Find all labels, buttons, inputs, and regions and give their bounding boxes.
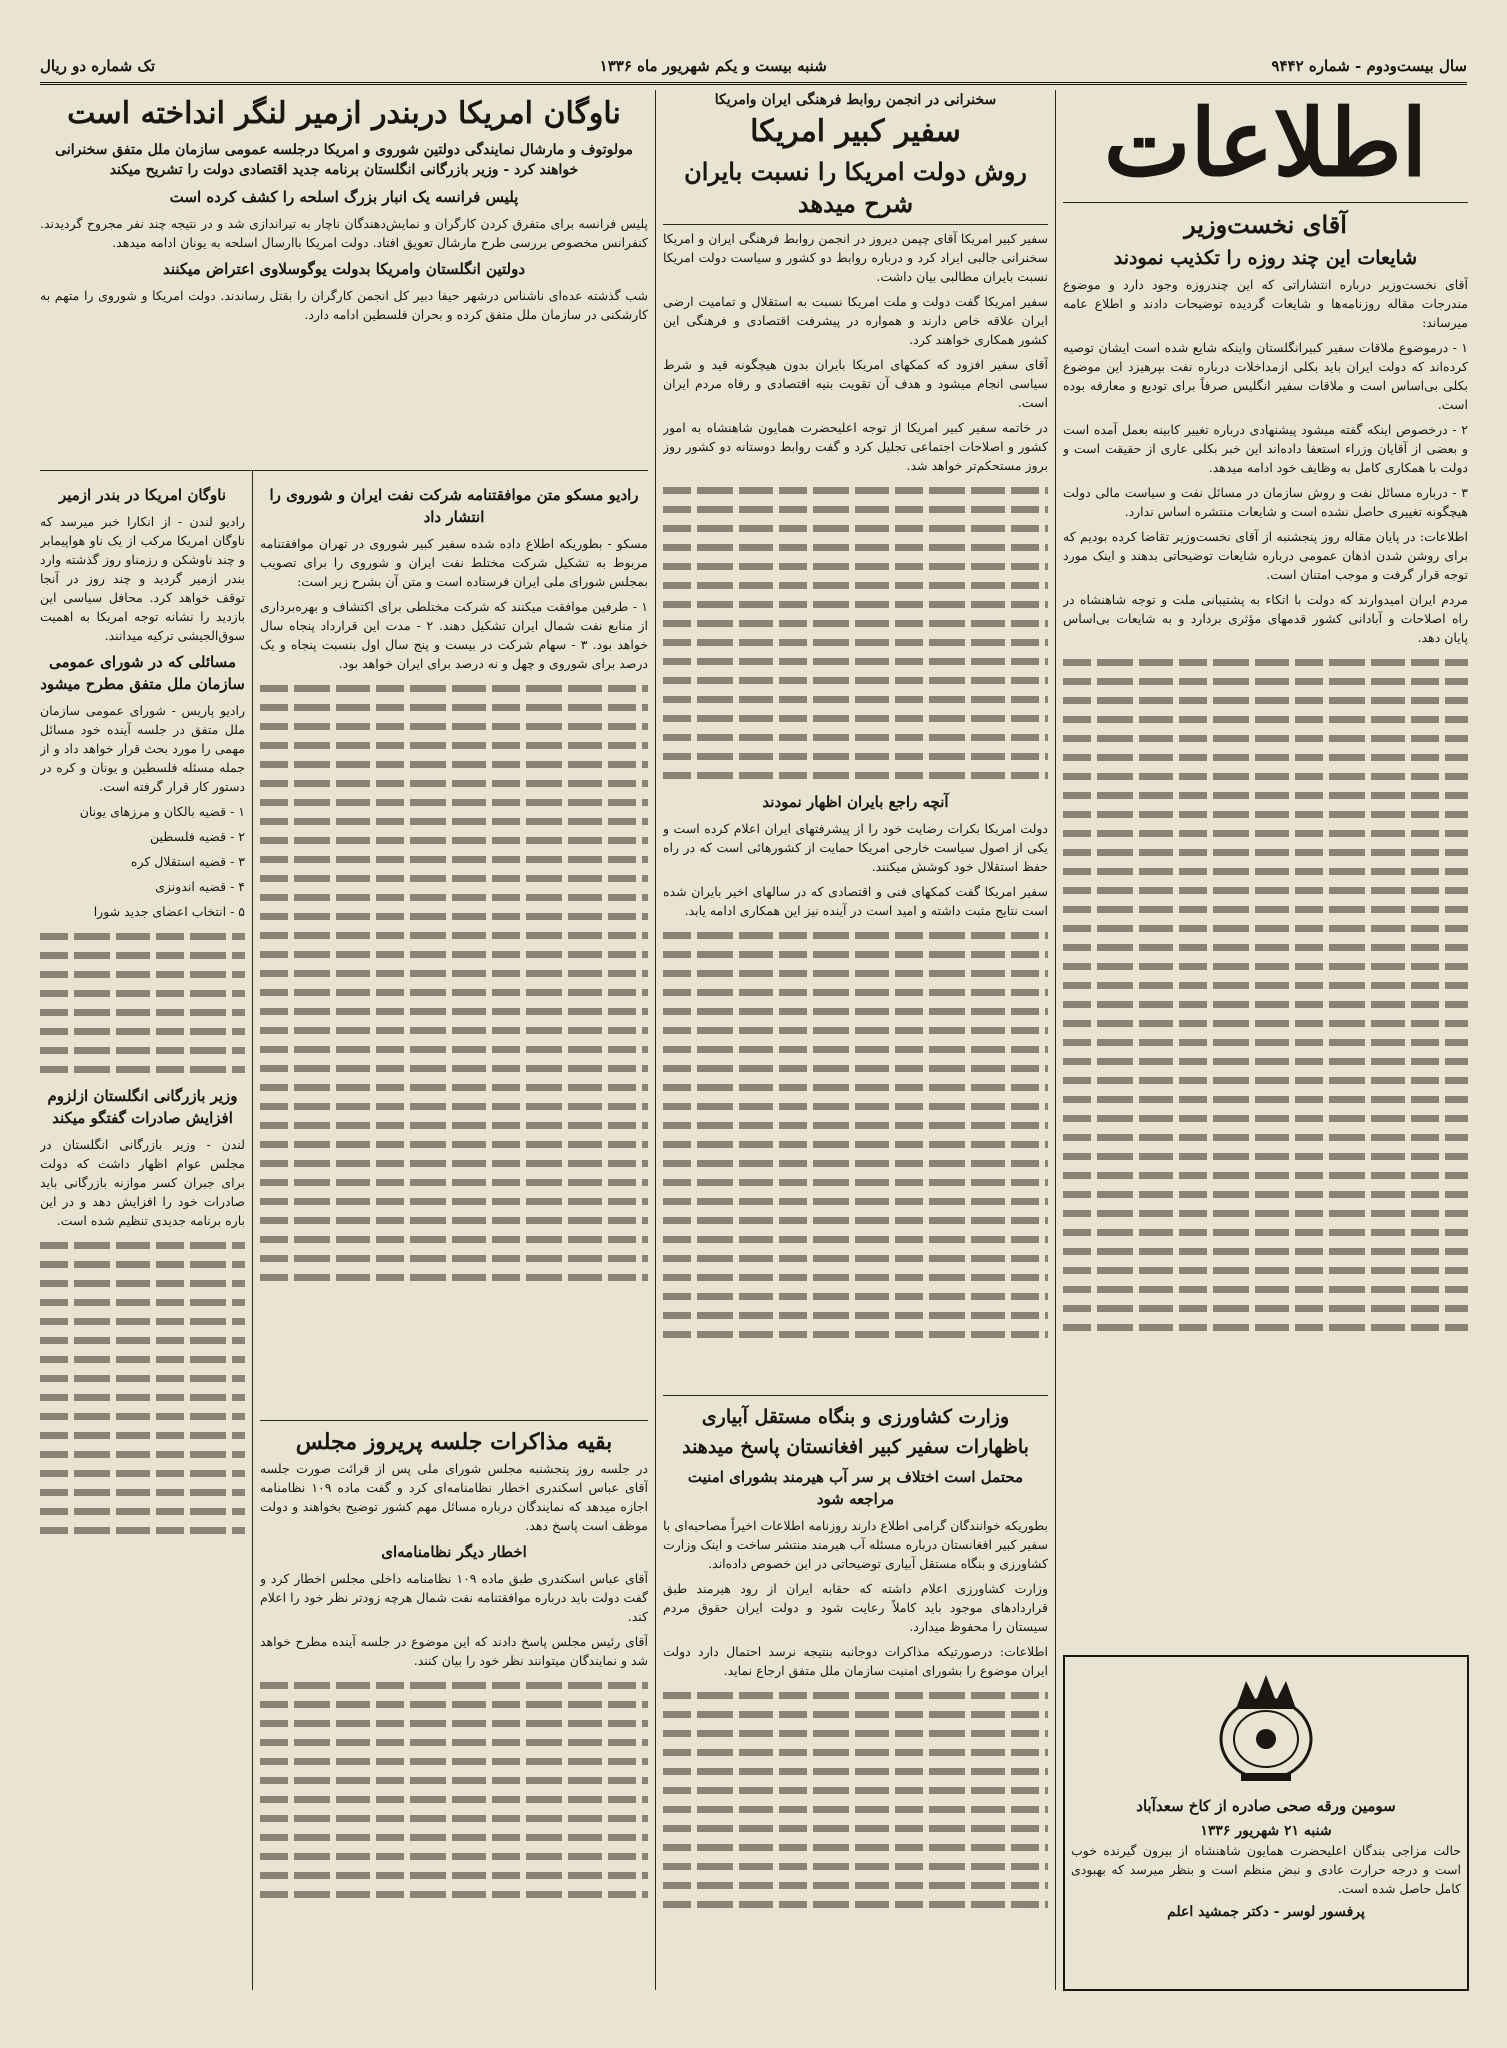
text-line-placeholder bbox=[40, 1255, 245, 1274]
navy-subhead-2: دولتین انگلستان وامریکا بدولت یوگوسلاوی اعتراض میکنند bbox=[162, 260, 526, 278]
text-line-placeholder bbox=[663, 1192, 1048, 1211]
un-paragraph: رادیو پاریس - شورای عمومی سازمان ملل متفق در جلسه آینده خود مسائل مهمی را مورد بحث قرار خواهد داد و از جمله مسئله فلسطین و یونان و کره در دستور کار قرار گرفته است. bbox=[40, 703, 245, 794]
text-line-placeholder bbox=[40, 1388, 245, 1407]
text-line-placeholder bbox=[260, 1078, 648, 1097]
ambassador-paragraph: سفیر امریکا گفت دولت و ملت امریکا نسبت به استقلال و تمامیت ارضی ایران علاقه خاص دارند و همواره در پیشرفت اقتصادی و فرهنگی این کشور همکاری خواهند کرد. bbox=[663, 294, 1048, 347]
text-line-placeholder bbox=[40, 1502, 245, 1521]
text-line-placeholder bbox=[1063, 1090, 1468, 1109]
text-line-placeholder bbox=[663, 1838, 1048, 1857]
soviet-paragraph: مسکو - بطوریکه اطلاع داده شده سفیر کبیر شوروی در تهران موافقتنامه مربوط به تشکیل شرکت مختلط نفت ایران و شوروی را برای تصویب بمجلس شورای ملی ایران فرستاده است و متن آن بشرح زیر است: bbox=[260, 536, 648, 589]
text-line-placeholder bbox=[260, 1847, 648, 1866]
text-line-placeholder bbox=[260, 1733, 648, 1752]
text-line-placeholder bbox=[663, 1230, 1048, 1249]
text-line-placeholder bbox=[1063, 1128, 1468, 1147]
masthead-logo: اطلاعات bbox=[1103, 89, 1428, 197]
un-list-item: ۳ - قضیه استقلال کره bbox=[130, 854, 245, 869]
text-line-placeholder bbox=[663, 709, 1048, 728]
text-line-placeholder bbox=[663, 557, 1048, 576]
text-line-placeholder bbox=[260, 983, 648, 1002]
text-line-placeholder bbox=[663, 983, 1048, 1002]
text-line-placeholder bbox=[663, 481, 1048, 500]
text-line-placeholder bbox=[663, 671, 1048, 690]
ambassador-paragraph: آقای سفیر افزود که کمکهای امریکا بایران بدون هیچگونه قید و شرط سیاسی انجام میشود و هدف آن تقویت بنیه اقتصادی و رفاه مردم ایران است. bbox=[663, 357, 1048, 410]
irrigation-paragraph: اطلاعات: درصورتیکه مذاکرات دوجانبه بنتیجه نرسد احتمال دارد دولت ایران موضوع را بشورای امنیت سازمان ملل متفق ارجاع نماید. bbox=[663, 1644, 1048, 1678]
text-line-placeholder bbox=[663, 614, 1048, 633]
crown-emblem-icon bbox=[1211, 1669, 1321, 1789]
text-line-placeholder bbox=[40, 1426, 245, 1445]
text-line-placeholder bbox=[663, 1743, 1048, 1762]
text-line-placeholder bbox=[260, 1154, 648, 1173]
text-line-placeholder bbox=[260, 907, 648, 926]
text-line-placeholder bbox=[260, 1002, 648, 1021]
text-line-placeholder bbox=[260, 1828, 648, 1847]
text-line-placeholder bbox=[40, 1312, 245, 1331]
text-line-placeholder bbox=[663, 1021, 1048, 1040]
text-line-placeholder bbox=[260, 1866, 648, 1885]
text-line-placeholder bbox=[663, 1762, 1048, 1781]
soviet-story bbox=[260, 478, 648, 1418]
text-line-placeholder bbox=[663, 1116, 1048, 1135]
text-line-placeholder bbox=[260, 774, 648, 793]
text-line-placeholder bbox=[663, 747, 1048, 766]
text-line-placeholder bbox=[1063, 1185, 1468, 1204]
text-line-placeholder bbox=[40, 984, 245, 1003]
text-line-placeholder bbox=[1063, 786, 1468, 805]
column-rule bbox=[655, 90, 656, 1990]
text-line-placeholder bbox=[260, 1249, 648, 1268]
text-line-placeholder bbox=[260, 1021, 648, 1040]
text-line-placeholder bbox=[260, 1116, 648, 1135]
pm-paragraph: ۲ - درخصوص اینکه گفته میشود پیشنهادی درباره تغییر کابینه بعمل آمده است و بعضی از آقایان وزراء استعفا داده‌اند این خبر بکلی عاری از حقیقت است و دولت با همکاری کامل به وظایف خود ادامه میدهد. bbox=[1063, 422, 1468, 475]
text-line-placeholder bbox=[260, 755, 648, 774]
text-line-placeholder bbox=[663, 1705, 1048, 1724]
text-line-placeholder bbox=[1063, 881, 1468, 900]
text-line-placeholder bbox=[1063, 748, 1468, 767]
navy-paragraph: پلیس فرانسه برای متفرق کردن کارگران و نمایش‌دهندگان ناچار به تیراندازی شد و در نتیجه چند نفر مجروح گردیدند. کنفرانس مخصوص بررسی طرح مارشال تعویق افتاد. دولت امریکا باارسال اسلحه به یونان ادامه میدهد. bbox=[40, 216, 648, 250]
text-line-placeholder bbox=[1063, 729, 1468, 748]
text-line-placeholder bbox=[1063, 1147, 1468, 1166]
text-line-placeholder bbox=[1063, 1280, 1468, 1299]
text-line-placeholder bbox=[260, 1752, 648, 1771]
text-line-placeholder bbox=[40, 1003, 245, 1022]
text-line-placeholder bbox=[40, 1022, 245, 1041]
ambassador-paragraph: سفیر امریکا گفت کمکهای فنی و اقتصادی که در سالهای اخیر بایران شده است نتایج مثبت داشته و امید است در آینده نیز این همکاری ادامه یابد. bbox=[663, 884, 1048, 918]
divider bbox=[40, 470, 648, 471]
majlis-paragraph: آقای عباس اسکندری طبق ماده ۱۰۹ نظامنامه داخلی مجلس اخطار کرد و گفت دولت باید درباره موافقتنامه نفت شمال هرچه زودتر نظر خود را اعلام کند. bbox=[260, 1571, 648, 1624]
ambassador-headline: سفیر کبیر امریکا bbox=[750, 114, 961, 149]
navy-subhead-1: پلیس فرانسه یک انبار بزرگ اسلحه را کشف کرده است bbox=[169, 188, 519, 206]
text-line-placeholder bbox=[260, 1790, 648, 1809]
bulletin-date: شنبه ۲۱ شهریور ۱۳۳۶ bbox=[1200, 1823, 1332, 1839]
text-line-placeholder bbox=[1063, 1052, 1468, 1071]
text-line-placeholder bbox=[663, 633, 1048, 652]
navy-paragraph: شب گذشته عده‌ای ناشناس درشهر حیفا دبیر کل انجمن کارگران را بقتل رساندند. دولت امریکا و شوروی را متهم به کارشکنی در سازمان ملل متفق کرده و بحران فلسطین ادامه دارد. bbox=[40, 288, 648, 322]
soviet-paragraph: ۱ - طرفین موافقت میکنند که شرکت مختلطی برای اکتشاف و بهره‌برداری از منابع نفت شمال ایران تشکیل دهند. ۲ - مدت این قرارداد پنجاه سال خواهد بود. ۳ - سهام شرکت در بیست و پنج سال اول بنسبت پنجاه و یک درصد برای شوروی و چهل و نه درصد برای ایران خواهد بود. bbox=[260, 599, 648, 671]
ambassador-paragraph: سفیر کبیر امریکا آقای چپمن دیروز در انجمن روابط فرهنگی ایران و امریکا سخنرانی جالبی ایراد کرد و درباره روابط دو کشور و سیاست دولت امریکا نسبت بایران مطالبی بیان داشت. bbox=[663, 231, 1048, 284]
text-line-placeholder bbox=[1063, 843, 1468, 862]
text-line-placeholder bbox=[260, 736, 648, 755]
pm-paragraph: آقای نخست‌وزیر درباره انتشاراتی که این چندروزه وجود دارد و موضوع مندرجات مقاله روزنامه‌ها و شایعات گردیده توضیحات دادند و اطلاع عامه میرساند: bbox=[1063, 277, 1468, 330]
text-line-placeholder bbox=[260, 698, 648, 717]
text-line-placeholder bbox=[40, 1407, 245, 1426]
text-line-placeholder bbox=[260, 850, 648, 869]
text-line-placeholder bbox=[663, 1781, 1048, 1800]
text-line-placeholder bbox=[663, 1040, 1048, 1059]
text-line-placeholder bbox=[1063, 805, 1468, 824]
text-line-placeholder bbox=[663, 1306, 1048, 1325]
navy-intro: مولوتوف و مارشال نمایندگی دولتین شوروی و امریکا درجلسه عمومی سازمان ملل متفق سخنرانی خواهند کرد - وزیر بازرگانی انگلستان برنامه جدید اقتصادی دولت را تشریح میکند bbox=[55, 142, 633, 178]
text-line-placeholder bbox=[663, 945, 1048, 964]
text-line-placeholder bbox=[260, 812, 648, 831]
text-line-placeholder bbox=[260, 1676, 648, 1695]
ambassador-kicker: سخنرانی در انجمن روابط فرهنگی ایران وامریکا bbox=[714, 92, 997, 108]
text-line-placeholder bbox=[260, 1771, 648, 1790]
text-line-placeholder bbox=[663, 1686, 1048, 1705]
text-line-placeholder bbox=[1063, 767, 1468, 786]
text-line-placeholder bbox=[663, 1059, 1048, 1078]
ambassador-paragraph: دولت امریکا بکرات رضایت خود را از پیشرفتهای ایران اعلام کرده است و یکی از اصول سیاست خارجی امریکا حمایت از کشورهائی است که در راه حفظ استقلال خود کوشش میکنند. bbox=[663, 821, 1048, 874]
issue-date: شنبه بیست و یکم شهریور ماه ۱۳۳۶ bbox=[599, 57, 827, 75]
izmir-headline: ناوگان امریکا در بندر ازمیر bbox=[58, 486, 227, 504]
text-line-placeholder bbox=[260, 869, 648, 888]
text-line-placeholder bbox=[663, 1819, 1048, 1838]
column-rule bbox=[1055, 90, 1056, 1990]
text-line-placeholder bbox=[260, 1173, 648, 1192]
un-headline: مسائلی که در شورای عمومی سازمان ملل متفق مطرح میشود bbox=[40, 653, 245, 693]
trade-headline: وزیر بازرگانی انگلستان ازلزوم افزایش صادرات گفتگو میکند bbox=[47, 1087, 238, 1127]
text-line-placeholder bbox=[663, 1211, 1048, 1230]
text-line-placeholder bbox=[663, 964, 1048, 983]
majlis-paragraph: آقای رئیس مجلس پاسخ دادند که این موضوع در جلسه آینده مطرح خواهد شد و نمایندگان میتوانند نظر خود را بیان کنند. bbox=[260, 1634, 648, 1668]
column-rule bbox=[252, 470, 253, 1990]
text-line-placeholder bbox=[663, 1876, 1048, 1895]
irrigation-headline: وزارت کشاورزی و بنگاه مستقل آبیاری bbox=[701, 1406, 1010, 1428]
un-list-item: ۵ - انتخاب اعضای جدید شورا bbox=[93, 904, 245, 919]
text-line-placeholder bbox=[1063, 653, 1468, 672]
text-line-placeholder bbox=[40, 965, 245, 984]
text-line-placeholder bbox=[663, 1268, 1048, 1287]
text-line-placeholder bbox=[663, 1097, 1048, 1116]
text-line-placeholder bbox=[663, 576, 1048, 595]
text-line-placeholder bbox=[663, 1135, 1048, 1154]
text-line-placeholder bbox=[663, 1325, 1048, 1344]
text-line-placeholder bbox=[1063, 1299, 1468, 1318]
text-line-placeholder bbox=[1063, 824, 1468, 843]
issue-price: تک شماره دو ریال bbox=[40, 57, 156, 75]
text-line-placeholder bbox=[260, 831, 648, 850]
pm-paragraph: اطلاعات: در پایان مقاله روز پنجشنبه از آقای نخست‌وزیر تقاضا کرده بودیم که برای روشن شدن اذهان عمومی درباره شایعات توضیحاتی بدهند و اینک مورد توجه قرار گرفت و موجب امتنان است. bbox=[1063, 529, 1468, 582]
text-line-placeholder bbox=[1063, 672, 1468, 691]
majlis-headline: بقیه مذاکرات جلسه پریروز مجلس bbox=[295, 1429, 613, 1455]
irrigation-story bbox=[663, 1400, 1048, 1990]
text-line-placeholder bbox=[40, 1464, 245, 1483]
text-line-placeholder bbox=[663, 1724, 1048, 1743]
text-line-placeholder bbox=[260, 1809, 648, 1828]
navy-headline: ناوگان امریکا دربندر ازمیر لنگر انداخته است bbox=[67, 96, 621, 131]
text-line-placeholder bbox=[1063, 1033, 1468, 1052]
text-line-placeholder bbox=[663, 519, 1048, 538]
text-line-placeholder bbox=[40, 1060, 245, 1079]
text-line-placeholder bbox=[663, 1173, 1048, 1192]
text-line-placeholder bbox=[260, 793, 648, 812]
text-line-placeholder bbox=[1063, 1109, 1468, 1128]
text-line-placeholder bbox=[663, 1857, 1048, 1876]
irrigation-subhead: محتمل است اختلاف بر سر آب هیرمند بشورای امنیت مراجعه شود bbox=[687, 1468, 1024, 1508]
text-line-placeholder bbox=[260, 717, 648, 736]
majlis-subhead: اخطار دیگر نظامنامه‌ای bbox=[381, 1543, 527, 1561]
divider bbox=[663, 1395, 1048, 1396]
text-line-placeholder bbox=[260, 964, 648, 983]
divider bbox=[260, 1420, 648, 1421]
text-line-placeholder bbox=[663, 595, 1048, 614]
text-line-placeholder bbox=[663, 1287, 1048, 1306]
text-line-placeholder bbox=[260, 1714, 648, 1733]
text-line-placeholder bbox=[1063, 900, 1468, 919]
text-line-placeholder bbox=[663, 1249, 1048, 1268]
text-line-placeholder bbox=[260, 1695, 648, 1714]
text-line-placeholder bbox=[1063, 1014, 1468, 1033]
text-line-placeholder bbox=[260, 945, 648, 964]
text-line-placeholder bbox=[1063, 710, 1468, 729]
text-line-placeholder bbox=[40, 1350, 245, 1369]
text-line-placeholder bbox=[260, 926, 648, 945]
majlis-story bbox=[260, 1425, 648, 1990]
text-line-placeholder bbox=[40, 946, 245, 965]
text-line-placeholder bbox=[40, 1331, 245, 1350]
pm-paragraph: ۱ - درموضوع ملاقات سفیر کبیرانگلستان واینکه شایع شده است ایشان توصیه کرده‌اند که دولت ایران باید بکلی ازمداخلات درباره نفت بپرهیزد این موضوع بکلی بی‌اساس است و ملاقات سفیر انگلیس صرفاً برای تودیع و معارفه بوده است. bbox=[1063, 340, 1468, 412]
text-line-placeholder bbox=[663, 538, 1048, 557]
text-line-placeholder bbox=[1063, 995, 1468, 1014]
text-line-placeholder bbox=[663, 1078, 1048, 1097]
text-line-placeholder bbox=[663, 500, 1048, 519]
text-line-placeholder bbox=[40, 1445, 245, 1464]
text-line-placeholder bbox=[1063, 1071, 1468, 1090]
trade-paragraph: لندن - وزیر بازرگانی انگلستان در مجلس عوام اظهار داشت که دولت برای جبران کسر موازنه بازرگانی باید صادرات خود را افزایش دهد و در این باره برنامه جدیدی تنظیم شده است. bbox=[40, 1137, 245, 1228]
left-column bbox=[40, 478, 245, 1988]
text-line-placeholder bbox=[1063, 1318, 1468, 1337]
pm-paragraph: مردم ایران امیدوارند که دولت با اتکاء به پشتیبانی ملت و توجه شاهنشاه در راه اصلاحات و آبادانی کشور قدمهای مؤثری بردارد و به شایعات بی‌اساس پایان دهد. bbox=[1063, 592, 1468, 645]
issue-number: سال بیست‌ودوم - شماره ۹۴۴۲ bbox=[1271, 57, 1467, 75]
un-list-item: ۲ - قضیه فلسطین bbox=[150, 829, 245, 844]
text-line-placeholder bbox=[1063, 1166, 1468, 1185]
text-line-placeholder bbox=[1063, 919, 1468, 938]
un-list-item: ۱ - قضیه بالکان و مرزهای یونان bbox=[79, 804, 245, 819]
pm-subhead: شایعات این چند روزه را تکذیب نمودند bbox=[1113, 247, 1418, 269]
text-line-placeholder bbox=[1063, 1242, 1468, 1261]
un-list-item: ۴ - قضیه اندونزی bbox=[155, 879, 245, 894]
text-line-placeholder bbox=[260, 1097, 648, 1116]
text-line-placeholder bbox=[260, 1135, 648, 1154]
text-line-placeholder bbox=[260, 1192, 648, 1211]
text-line-placeholder bbox=[663, 926, 1048, 945]
bulletin-signature: پرفسور لوسر - دکتر جمشید اعلم bbox=[1167, 1904, 1365, 1920]
text-line-placeholder bbox=[260, 1059, 648, 1078]
issue-bar bbox=[40, 50, 1467, 85]
text-line-placeholder bbox=[260, 888, 648, 907]
text-line-placeholder bbox=[260, 1211, 648, 1230]
izmir-paragraph: رادیو لندن - از انکارا خبر میرسد که ناوگان امریکا مرکب از یک ناو هواپیمابر و چند ناوشکن و رزمناو روز گذشته وارد بندر ازمیر گردید و چند روز در آنجا توقف خواهد کرد. محافل سیاسی این بازدید را نشانه توجه امریکا به اهمیت سوق‌الجیشی ترکیه میدانند. bbox=[40, 514, 245, 643]
text-line-placeholder bbox=[260, 1268, 648, 1287]
text-line-placeholder bbox=[1063, 862, 1468, 881]
irrigation-paragraph: بطوریکه خوانندگان گرامی اطلاع دارند روزنامه اطلاعات اخیراً مصاحبه‌ای با سفیر کبیر افغانستان درباره مسئله آب هیرمند منتشر ساخت و اینک وزارت کشاورزی و بنگاه مستقل آبیاری توضیحاتی در این خصوص داده‌اند. bbox=[663, 1518, 1048, 1571]
middle-column bbox=[663, 90, 1048, 1390]
text-line-placeholder bbox=[40, 927, 245, 946]
text-line-placeholder bbox=[40, 1521, 245, 1540]
text-line-placeholder bbox=[40, 1483, 245, 1502]
text-line-placeholder bbox=[260, 1885, 648, 1904]
court-bulletin bbox=[1063, 1655, 1469, 1991]
majlis-paragraph: در جلسه روز پنجشنبه مجلس شورای ملی پس از قرائت صورت جلسه آقای عباس اسکندری اخطار نظامنامه‌ای کرد و گفت ماده ۱۰۹ نظامنامه اجازه میدهد که نمایندگان درباره مسائل مهم کشور توضیح بخواهند و دولت موظف است پاسخ دهد. bbox=[260, 1461, 648, 1533]
text-line-placeholder bbox=[260, 679, 648, 698]
text-line-placeholder bbox=[663, 1002, 1048, 1021]
bulletin-title: سومین ورقه صحی صادره از کاخ سعدآباد bbox=[1136, 1797, 1396, 1815]
text-line-placeholder bbox=[663, 1895, 1048, 1914]
text-line-placeholder bbox=[663, 652, 1048, 671]
text-line-placeholder bbox=[1063, 1204, 1468, 1223]
irrigation-paragraph: وزارت کشاورزی اعلام داشته که حقابه ایران از رود هیرمند طبق قراردادهای موجود باید کاملاً رعایت شود و دولت ایران حقوق مردم سیستان را محفوظ میدارد. bbox=[663, 1581, 1048, 1634]
text-line-placeholder bbox=[663, 1154, 1048, 1173]
text-line-placeholder bbox=[1063, 957, 1468, 976]
text-line-placeholder bbox=[1063, 691, 1468, 710]
text-line-placeholder bbox=[260, 1230, 648, 1249]
text-line-placeholder bbox=[663, 690, 1048, 709]
text-line-placeholder bbox=[1063, 1223, 1468, 1242]
irrigation-headline-2: باظهارات سفیر کبیر افغانستان پاسخ میدهند bbox=[682, 1436, 1029, 1458]
text-line-placeholder bbox=[40, 1041, 245, 1060]
text-line-placeholder bbox=[40, 1293, 245, 1312]
text-line-placeholder bbox=[663, 728, 1048, 747]
soviet-headline: رادیو مسکو متن موافقتنامه شرکت نفت ایران و شوروی را انتشار داد bbox=[269, 486, 639, 526]
text-line-placeholder bbox=[260, 1040, 648, 1059]
text-line-placeholder bbox=[1063, 976, 1468, 995]
pm-paragraph: ۳ - درباره مسائل نفت و روش سازمان در مسائل نفت و سیاست مالی دولت هیچگونه تغییری حاصل نشده است و شایعات منتشره اساس ندارد. bbox=[1063, 485, 1468, 519]
ambassador-subhead: آنچه راجع بایران اظهار نمودند bbox=[762, 793, 949, 811]
divider bbox=[663, 224, 1048, 225]
pm-headline: آقای نخست‌وزیر bbox=[1184, 210, 1347, 239]
text-line-placeholder bbox=[663, 766, 1048, 785]
bulletin-text: حالت مزاجی بندگان اعلیحضرت همایون شاهنشاه از بیرون گیرنده خوب است و درجه حرارت عادی و نبض منظم است و بنظر میرسد که بهبودی کامل حاصل شده است. bbox=[1071, 1843, 1461, 1896]
text-line-placeholder bbox=[1063, 1261, 1468, 1280]
ambassador-paragraph: در خاتمه سفیر کبیر امریکا از توجه اعلیحضرت همایون شاهنشاه به امور کشور و اصلاحات اجتماعی تجلیل کرد و گفت روابط دوستانه دو کشور روز بروز مستحکم‌تر خواهد شد. bbox=[663, 420, 1048, 473]
text-line-placeholder bbox=[40, 1236, 245, 1255]
ambassador-headline-2: روش دولت امریکا را نسبت بایران شرح میدهد bbox=[684, 157, 1027, 218]
text-line-placeholder bbox=[40, 1274, 245, 1293]
text-line-placeholder bbox=[40, 1369, 245, 1388]
text-line-placeholder bbox=[663, 1800, 1048, 1819]
navy-story bbox=[40, 90, 648, 470]
divider bbox=[1063, 202, 1468, 203]
text-line-placeholder bbox=[1063, 938, 1468, 957]
